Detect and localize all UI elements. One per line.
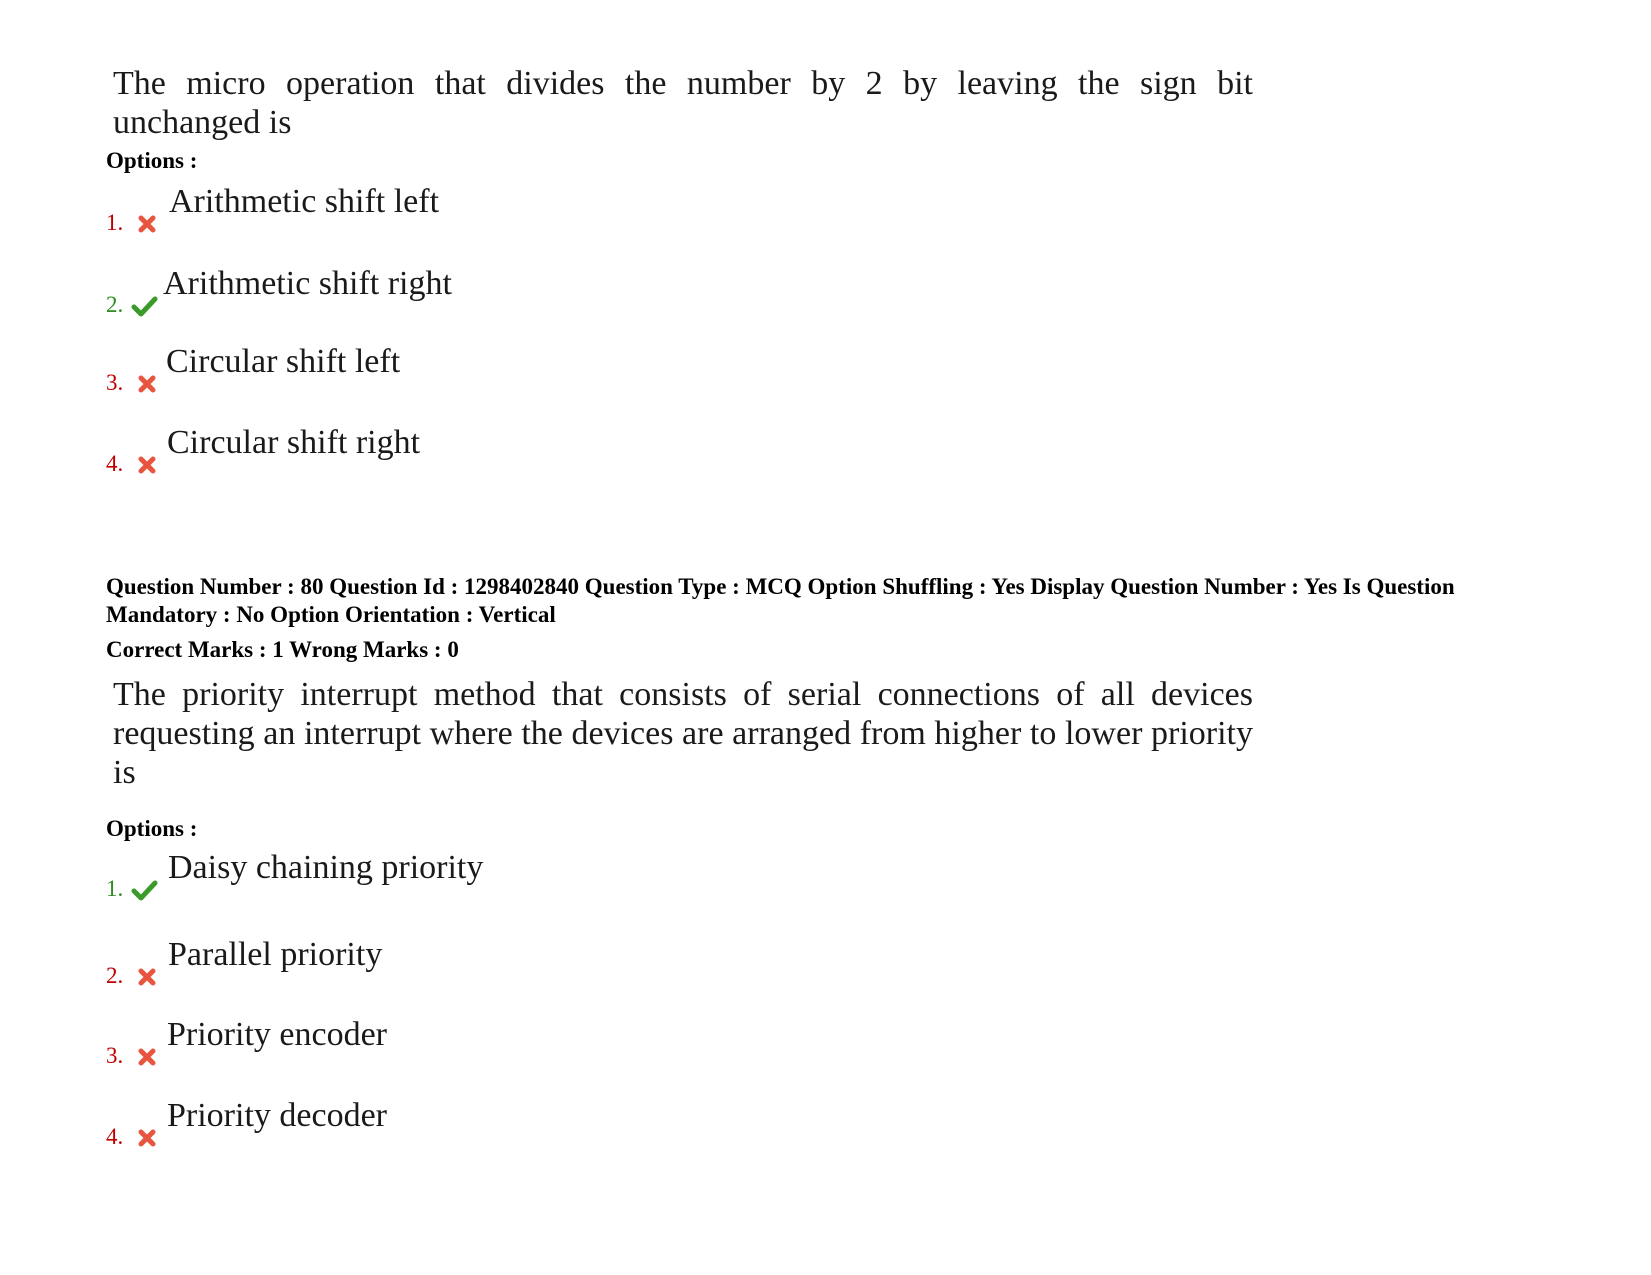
option-item <box>106 1015 806 1075</box>
option-text: Arithmetic shift right <box>163 265 452 302</box>
check-icon <box>130 876 158 904</box>
cross-icon <box>133 1043 161 1071</box>
option-number: 3. <box>106 1043 124 1068</box>
option-item <box>106 1096 806 1156</box>
option-text: Circular shift left <box>166 343 401 380</box>
cross-icon <box>133 1124 161 1152</box>
option-text: Circular shift right <box>167 424 421 461</box>
options-label: Options : <box>106 816 198 841</box>
option-number: 4. <box>106 1124 124 1149</box>
option-number: 2. <box>106 963 124 988</box>
check-icon <box>130 292 158 320</box>
cross-icon <box>133 210 161 238</box>
option-text: Arithmetic shift left <box>169 183 440 220</box>
cross-icon <box>133 370 161 398</box>
option-text: Priority decoder <box>167 1097 387 1134</box>
option-number: 3. <box>106 370 124 395</box>
option-number: 4. <box>106 451 124 476</box>
option-item <box>106 423 806 483</box>
option-number: 1. <box>106 210 124 235</box>
option-text: Daisy chaining priority <box>168 849 484 886</box>
option-item <box>106 935 806 995</box>
option-item <box>106 264 806 324</box>
option-item <box>106 342 806 402</box>
question-marks: Correct Marks : 1 Wrong Marks : 0 <box>106 637 459 662</box>
cross-icon <box>133 963 161 991</box>
option-text: Parallel priority <box>168 936 383 973</box>
question-stem: The priority interrupt method that consists of serial connections of all devices requesting an interrupt where the devices are arranged from higher to lower priority is <box>113 676 1253 791</box>
cross-icon <box>133 451 161 479</box>
options-label: Options : <box>106 148 198 173</box>
option-text: Priority encoder <box>167 1016 387 1053</box>
option-item <box>106 848 806 908</box>
option-number: 1. <box>106 876 124 901</box>
option-item <box>106 182 806 242</box>
question-meta: Question Number : 80 Question Id : 1298402840 Question Type : MCQ Option Shuffling : Yes Display Question Number : Yes Is Question Mandatory : No Option Orientation : Vertical <box>106 574 1455 627</box>
question-stem: The micro operation that divides the number by 2 by leaving the sign bit unchanged is <box>113 65 1253 141</box>
option-number: 2. <box>106 292 124 317</box>
